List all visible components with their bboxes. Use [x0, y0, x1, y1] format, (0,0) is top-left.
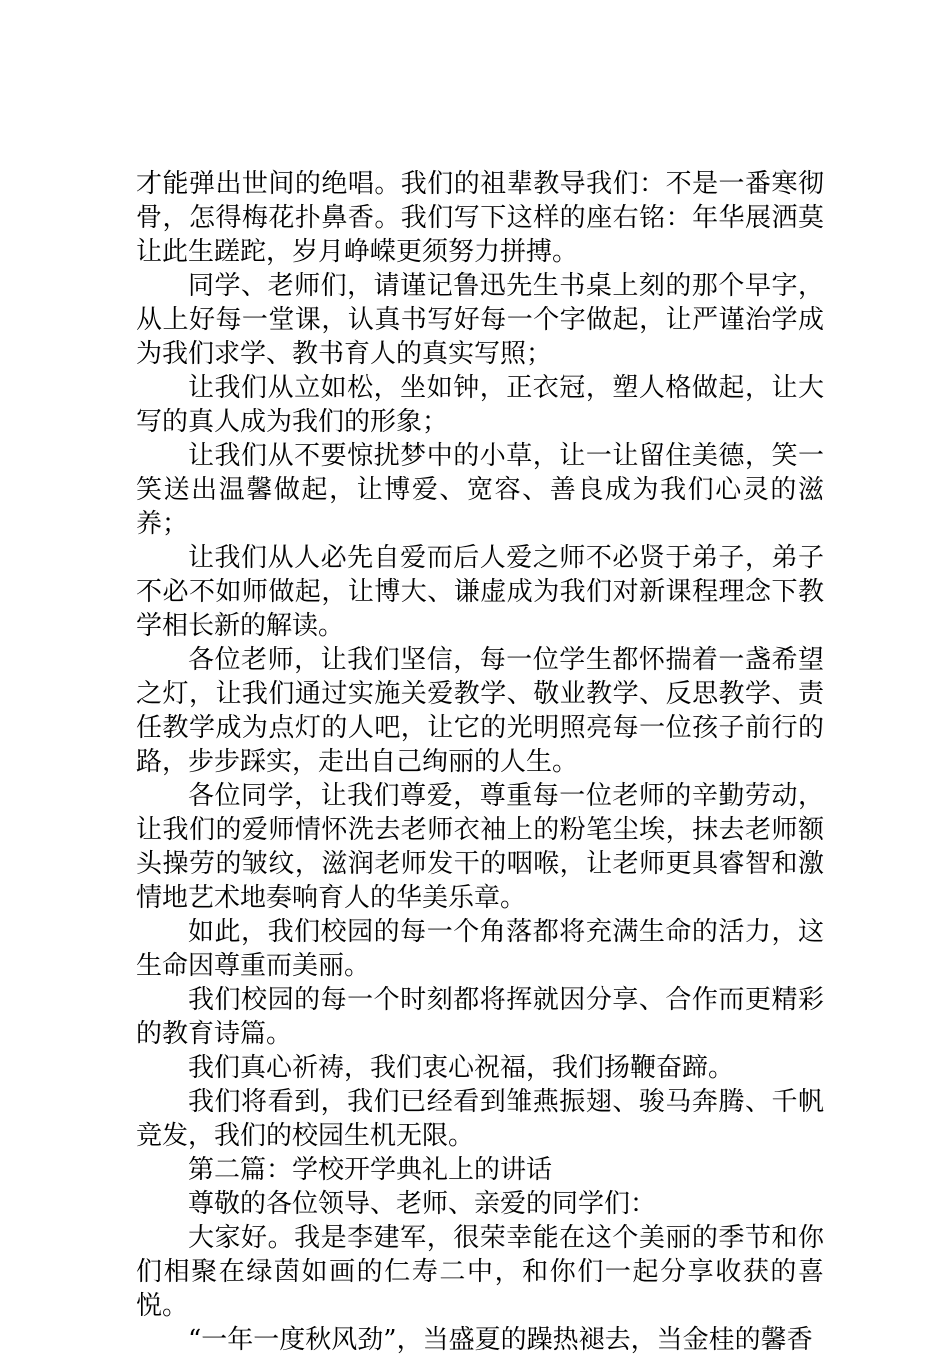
paragraph-15: “一年一度秋风劲”，当盛夏的躁热褪去，当金桂的馨香: [188, 1325, 813, 1355]
paragraph-6: 各位老师，让我们坚信，每一位学生都怀揣着一盏希望之灯，让我们通过实施关爱教学、敬业教学、反思教学、责任教学成为点灯的人吧，让它的光明照亮每一位孩子前行的路，步步踩实，走出自己绚丽的人生。: [136, 645, 824, 777]
paragraph-4: 让我们从不要惊扰梦中的小草，让一让留住美德，笑一笑送出温馨做起，让博爱、宽容、善良成为我们心灵的滋养；: [136, 441, 824, 539]
paragraph-9: 我们校园的每一个时刻都将挥就因分享、合作而更精彩的教育诗篇。: [136, 985, 824, 1049]
paragraph-2: 同学、老师们，请谨记鲁迅先生书桌上刻的那个早字，从上好每一堂课，认真书写好每一个字做起，让严谨治学成为我们求学、教书育人的真实写照；: [136, 271, 824, 369]
paragraph-11: 我们将看到，我们已经看到雏燕振翅、骏马奔腾、千帆竞发，我们的校园生机无限。: [136, 1087, 824, 1151]
salutation: 尊敬的各位领导、老师、亲爱的同学们：: [188, 1189, 657, 1219]
paragraph-1: 才能弹出世间的绝唱。我们的祖辈教导我们：不是一番寒彻骨，怎得梅花扑鼻香。我们写下这样的座右铭：年华展洒莫让此生蹉跎，岁月峥嵘更须努力拼搏。: [136, 169, 824, 267]
paragraph-8: 如此，我们校园的每一个角落都将充满生命的活力，这生命因尊重而美丽。: [136, 917, 824, 981]
paragraph-5: 让我们从人必先自爱而后人爱之师不必贤于弟子，弟子不必不如师做起，让博大、谦虚成为我们对新课程理念下教学相长新的解读。: [136, 543, 824, 641]
paragraph-14: 大家好。我是李建军，很荣幸能在这个美丽的季节和你们相聚在绿茵如画的仁寿二中，和你们一起分享收获的喜悦。: [136, 1223, 824, 1321]
paragraph-3: 让我们从立如松，坐如钟，正衣冠，塑人格做起，让大写的真人成为我们的形象；: [136, 373, 824, 437]
document-page: [136, 167, 824, 1357]
section-heading: 第二篇：学校开学典礼上的讲话: [188, 1155, 553, 1185]
paragraph-7: 各位同学，让我们尊爱，尊重每一位老师的辛勤劳动，让我们的爱师情怀洗去老师衣袖上的粉笔尘埃，抹去老师额头操劳的皱纹，滋润老师发干的咽喉，让老师更具睿智和激情地艺术地奏响育人的华美乐章。: [136, 781, 824, 913]
paragraph-10: 我们真心祈祷，我们衷心祝福，我们扬鞭奋蹄。: [188, 1053, 735, 1083]
